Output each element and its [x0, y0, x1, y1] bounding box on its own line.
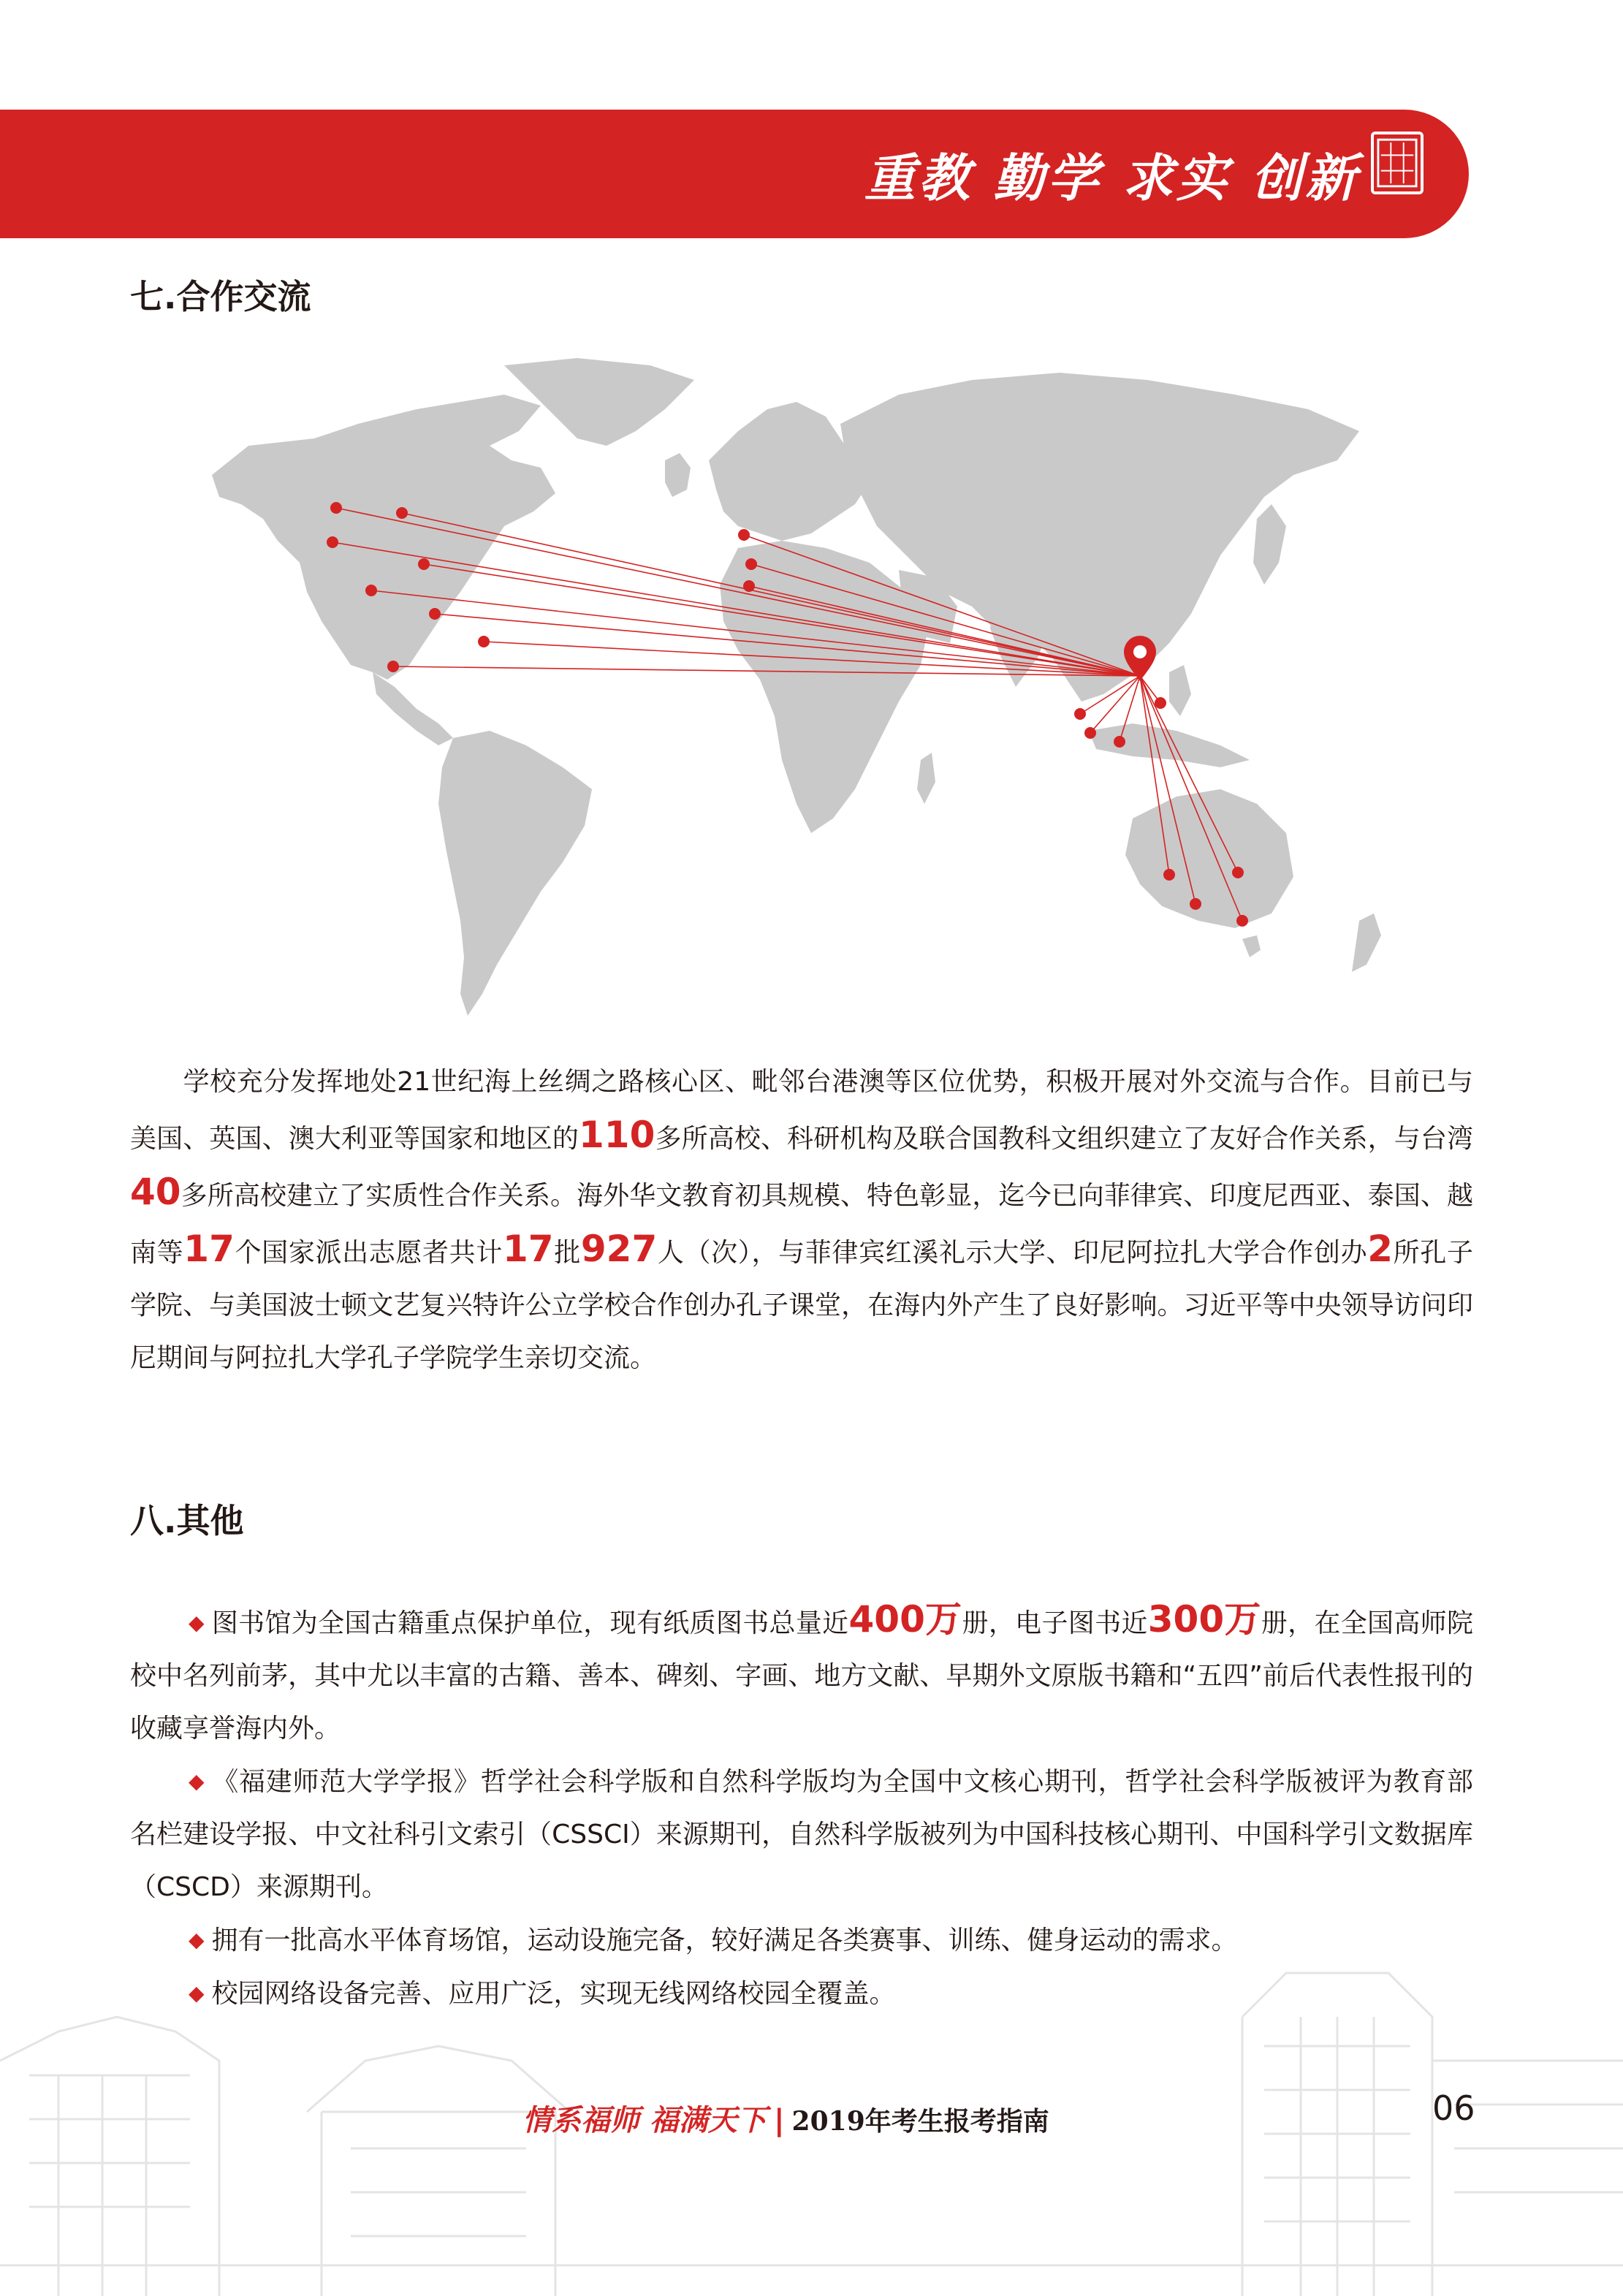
text-run: 学校充分发挥地处21世纪海上丝绸之路核心区、毗邻台港澳等区位优势，积极开展对外交流与合作。目前已与美国、英国、澳大利亚等国家和地区的 — [130, 1067, 1473, 1154]
partner-dot — [1190, 898, 1201, 910]
school-seal — [1371, 132, 1424, 194]
partner-dot — [429, 608, 441, 620]
greenland — [504, 358, 694, 446]
cooperation-paragraph — [130, 1056, 1473, 1385]
text-run: 册，在全国高师院校中名列前茅，其中尤以丰富的古籍、善本、碑刻、字画、地方文献、早期外文原版书籍和“五四”前后代表性报刊的收藏享誉海内外。 — [130, 1608, 1473, 1744]
highlight-number: 17 — [183, 1228, 235, 1270]
partner-dot — [1084, 727, 1096, 739]
highlight-number: 2 — [1367, 1228, 1394, 1270]
continents — [212, 358, 1381, 1016]
diamond-icon: ◆ — [189, 1928, 205, 1952]
footer-guide-title: 2019年考生报考指南 — [791, 2106, 1049, 2137]
highlight-number: 400万 — [848, 1598, 962, 1641]
partner-dot — [478, 636, 490, 647]
partner-dot — [418, 558, 430, 570]
header-banner — [0, 110, 1469, 238]
text-run: 多所高校、科研机构及联合国教科文组织建立了友好合作关系，与台湾 — [655, 1124, 1473, 1154]
footer-slogan: 情系福师 福满天下 — [522, 2104, 767, 2137]
uk-ireland — [665, 453, 691, 497]
diamond-icon: ◆ — [189, 1611, 205, 1635]
diamond-icon: ◆ — [189, 1769, 205, 1793]
footer-slogan-line — [522, 2097, 1049, 2139]
seal-icon — [1377, 137, 1418, 189]
footer-separator: | — [773, 2104, 785, 2137]
text-run: 多所高校建立了实质性合作关系。海外华文教育初具规模、特色彰显，迄今已向菲律宾、印度尼西亚、泰国、越南等 — [130, 1181, 1473, 1268]
text-run: 图书馆为全国古籍重点保护单位，现有纸质图书总量近 — [211, 1608, 849, 1638]
new-zealand — [1352, 913, 1381, 972]
world-map — [197, 351, 1403, 1030]
partner-dot — [396, 507, 408, 519]
section-title-cooperation: 七.合作交流 — [130, 277, 311, 316]
partner-dot — [330, 502, 342, 514]
text-run: 人（次），与菲律宾红溪礼示大学、印尼阿拉扎大学合作创办 — [657, 1238, 1368, 1268]
highlight-number: 40 — [130, 1171, 181, 1213]
text-run: 批 — [553, 1238, 581, 1268]
highlight-number: 300万 — [1147, 1598, 1261, 1641]
partner-dot — [743, 580, 755, 592]
text-run: 《福建师范大学学报》哲学社会科学版和自然科学版均为全国中文核心期刊，哲学社会科学版被评为教育部名栏建设学报、中文社科引文索引（CSSCI）来源期刊，自然科学版被列为中国科技核心期刊、中国科学引文数据库（CSCD）来源期刊。 — [130, 1767, 1473, 1902]
highlight-number: 110 — [578, 1114, 655, 1156]
text-run: 册，电子图书近 — [962, 1608, 1148, 1638]
highlight-number: 927 — [580, 1228, 658, 1270]
partner-dot — [1074, 708, 1086, 720]
text-run: 所孔子学院、与美国波士顿文艺复兴特许公立学校合作创办孔子课堂，在海内外产生了良好影响。习近平等中央领导访问印尼期间与阿拉扎大学孔子学院学生亲切交流。 — [130, 1238, 1473, 1373]
text-run: 个国家派出志愿者共计 — [234, 1238, 503, 1268]
text-run: 校园网络设备完善、应用广泛，实现无线网络校园全覆盖。 — [211, 1979, 896, 2009]
bullet-item — [130, 1593, 1473, 1755]
south-america — [438, 731, 592, 1016]
north-america — [212, 395, 555, 680]
diamond-icon: ◆ — [189, 1981, 205, 2005]
section-title-other: 八.其他 — [130, 1501, 244, 1540]
partner-dot — [738, 529, 750, 541]
cooperation-text — [130, 1067, 1473, 1373]
philippines — [1169, 665, 1191, 716]
school-motto: 重教 勤学 求实 创新 — [864, 148, 1359, 208]
japan — [1253, 504, 1286, 585]
partner-dot — [387, 661, 399, 672]
partner-dot — [327, 536, 338, 548]
australia — [1125, 789, 1293, 928]
partner-dot — [1236, 915, 1248, 927]
text-run: 拥有一批高水平体育场馆，运动设施完备，较好满足各类赛事、训练、健身运动的需求。 — [211, 1926, 1238, 1955]
partner-dot — [1163, 869, 1175, 881]
world-map-graphic — [197, 351, 1403, 1030]
madagascar — [917, 753, 935, 804]
page-number: 06 — [1432, 2088, 1475, 2128]
partner-dot — [1232, 867, 1244, 878]
central-america — [373, 672, 453, 745]
highlight-number: 17 — [502, 1228, 554, 1270]
partner-dot — [365, 585, 377, 596]
partner-dot — [1155, 697, 1166, 709]
tasmania — [1242, 935, 1261, 957]
partner-dot — [745, 558, 757, 570]
partner-dot — [1114, 736, 1125, 748]
bullet-item — [130, 1755, 1473, 1914]
